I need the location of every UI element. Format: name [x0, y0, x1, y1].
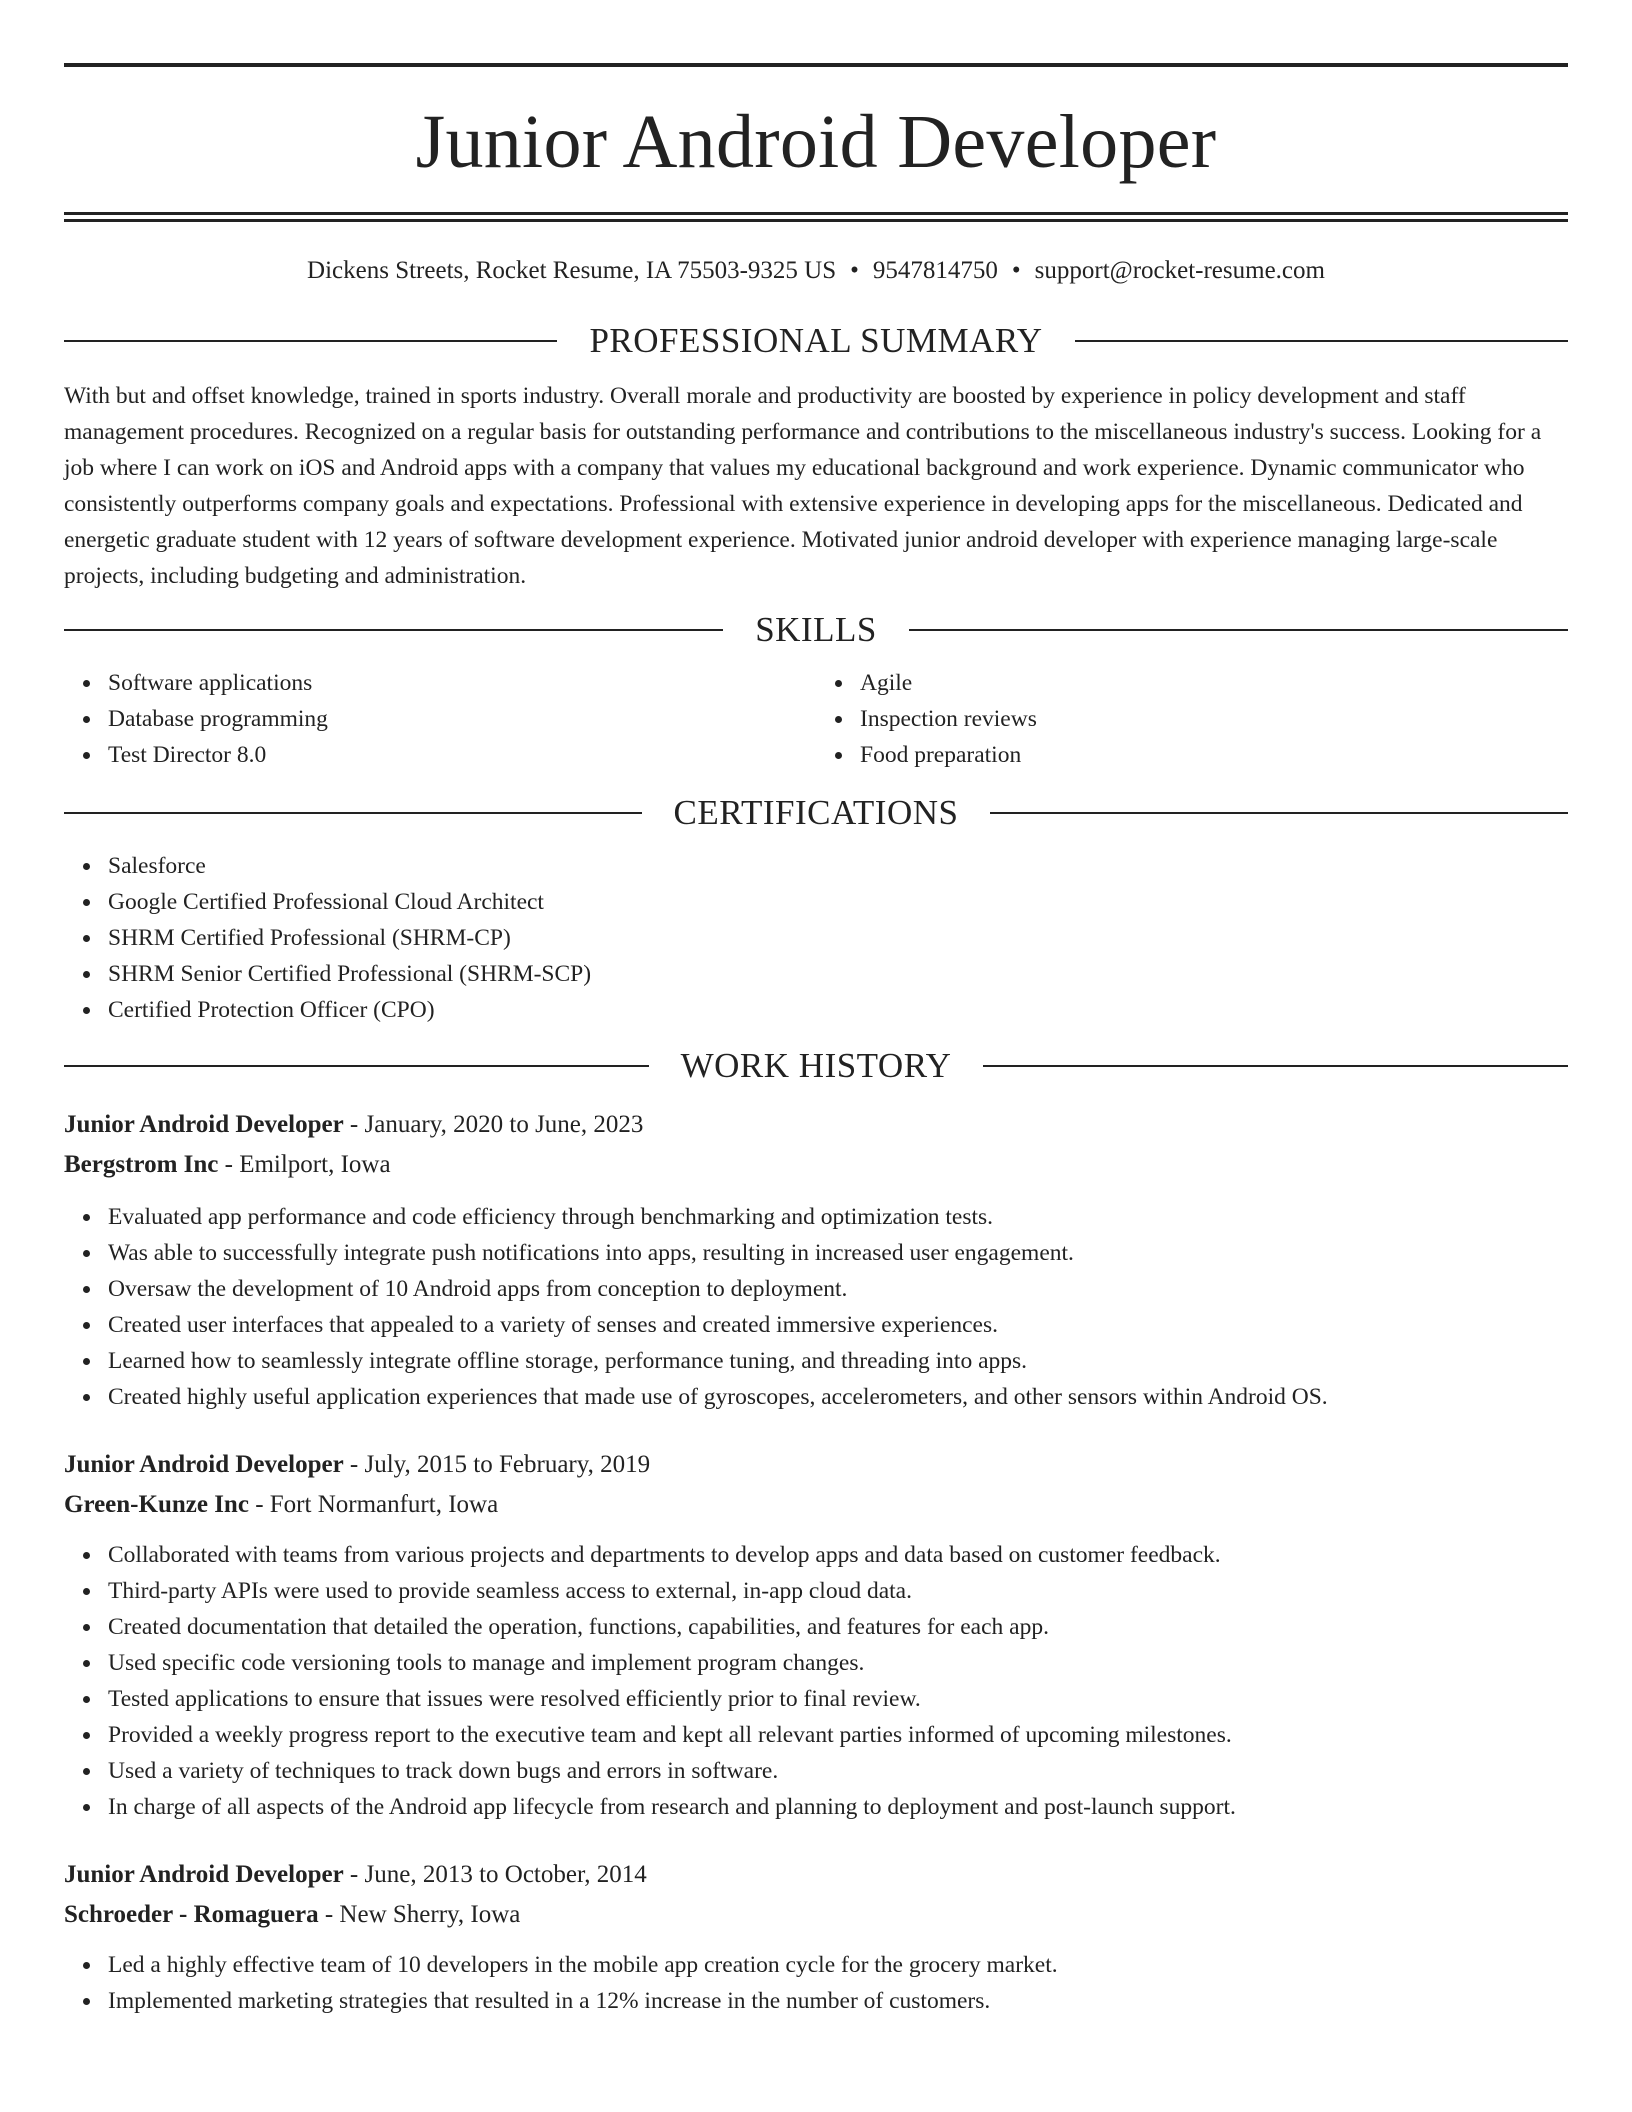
- contact-phone: 9547814750: [872, 257, 998, 284]
- job-company: Bergstrom Inc: [64, 1151, 219, 1178]
- job-bullet: Tested applications to ensure that issues were resolved efficiently prior to final review.: [108, 1681, 1568, 1717]
- top-rule: [64, 63, 1568, 67]
- job-bullet: Led a highly effective team of 10 developers in the mobile app creation cycle for the grocery market.: [108, 1947, 1568, 1983]
- heading-rule: [990, 812, 1568, 814]
- summary-heading: PROFESSIONAL SUMMARY: [589, 321, 1043, 360]
- job-bullet: Created highly useful application experiences that made use of gyroscopes, accelerometers, and other sensors within Android OS.: [108, 1379, 1568, 1415]
- heading-rule: [909, 629, 1568, 631]
- job-dates: - July, 2015 to February, 2019: [343, 1451, 651, 1478]
- header-double-rule: [64, 212, 1568, 222]
- skill-item: Database programming: [108, 701, 816, 737]
- contact-email: support@rocket-resume.com: [1034, 257, 1325, 284]
- certifications-list: [64, 848, 1568, 1028]
- job-company-line: [64, 1147, 1568, 1183]
- skill-item: Food preparation: [860, 737, 1568, 773]
- certification-item: Certified Protection Officer (CPO): [108, 992, 1568, 1028]
- contact-address: Dickens Streets, Rocket Resume, IA 75503-9325 US: [307, 257, 837, 284]
- job-bullets: [64, 1199, 1568, 1415]
- job-bullets: [64, 1537, 1568, 1825]
- job-title: Junior Android Developer: [64, 1861, 344, 1888]
- work-history-heading-row: [64, 1048, 1568, 1083]
- skill-item: Software applications: [108, 665, 816, 701]
- job-company-line: [64, 1487, 1568, 1523]
- job-title-line: [64, 1447, 1568, 1483]
- contact-separator: •: [850, 257, 859, 284]
- skill-item: Inspection reviews: [860, 701, 1568, 737]
- job-location: - Emilport, Iowa: [218, 1151, 391, 1178]
- skill-item: Agile: [860, 665, 1568, 701]
- job-title-line: [64, 1857, 1568, 1893]
- certification-item: Google Certified Professional Cloud Architect: [108, 884, 1568, 920]
- job-bullet: Learned how to seamlessly integrate offline storage, performance tuning, and threading into apps.: [108, 1343, 1568, 1379]
- job-bullet: Provided a weekly progress report to the executive team and kept all relevant parties informed of upcoming milestones.: [108, 1717, 1568, 1753]
- resume-name: Junior Android Developer: [415, 100, 1217, 184]
- job-bullet: Created documentation that detailed the operation, functions, capabilities, and features for each app.: [108, 1609, 1568, 1645]
- job-bullet: Implemented marketing strategies that resulted in a 12% increase in the number of customers.: [108, 1983, 1568, 2019]
- job-bullet: Oversaw the development of 10 Android apps from conception to deployment.: [108, 1271, 1568, 1307]
- certification-item: Salesforce: [108, 848, 1568, 884]
- summary-heading-row: [64, 323, 1568, 358]
- certification-item: SHRM Certified Professional (SHRM-CP): [108, 920, 1568, 956]
- job-title: Junior Android Developer: [64, 1111, 344, 1138]
- job-bullet: Used specific code versioning tools to manage and implement program changes.: [108, 1645, 1568, 1681]
- job-location: - New Sherry, Iowa: [318, 1901, 521, 1928]
- skills-list-left: [64, 665, 816, 773]
- job-bullet: Collaborated with teams from various projects and departments to develop apps and data based on customer feedback.: [108, 1537, 1568, 1573]
- heading-rule: [64, 812, 642, 814]
- job-bullet: Evaluated app performance and code efficiency through benchmarking and optimization tests.: [108, 1199, 1568, 1235]
- job-entry: [64, 1447, 1568, 1825]
- skill-item: Test Director 8.0: [108, 737, 816, 773]
- summary-text: With but and offset knowledge, trained in sports industry. Overall morale and productivity are boosted by experience in policy development and staff management procedures. Recognized on a regular basis for outstanding performance and contributions to the miscellaneous industry's success. Looking for a job where I can work on iOS and Android apps with a company that values my educational background and work experience. Dynamic communicator who consistently outperforms company goals and expectations. Professional with extensive experience in developing apps for the miscellaneous. Dedicated and energetic graduate student with 12 years of software development experience. Motivated junior android developer with experience managing large-scale projects, including budgeting and administration.: [64, 383, 1542, 589]
- job-bullets: [64, 1947, 1568, 2019]
- skills-heading: SKILLS: [755, 610, 877, 649]
- certification-item: SHRM Senior Certified Professional (SHRM-SCP): [108, 956, 1568, 992]
- job-bullet: Created user interfaces that appealed to a variety of senses and created immersive experiences.: [108, 1307, 1568, 1343]
- job-entry: [64, 1107, 1568, 1415]
- contact-separator: •: [1011, 257, 1021, 284]
- job-location: - Fort Normanfurt, Iowa: [248, 1491, 499, 1518]
- job-entry: [64, 1857, 1568, 2019]
- certifications-heading-row: [64, 795, 1568, 830]
- heading-rule: [64, 629, 723, 631]
- job-dates: - June, 2013 to October, 2014: [343, 1861, 647, 1888]
- skills-grid: [64, 665, 1568, 773]
- job-bullet: Third-party APIs were used to provide seamless access to external, in-app cloud data.: [108, 1573, 1568, 1609]
- work-history-heading: WORK HISTORY: [680, 1046, 952, 1085]
- job-bullet: In charge of all aspects of the Android app lifecycle from research and planning to deployment and post-launch support.: [108, 1789, 1568, 1825]
- job-bullet: Was able to successfully integrate push notifications into apps, resulting in increased user engagement.: [108, 1235, 1568, 1271]
- job-bullet: Used a variety of techniques to track down bugs and errors in software.: [108, 1753, 1568, 1789]
- skills-heading-row: [64, 612, 1568, 647]
- certifications-heading: CERTIFICATIONS: [673, 793, 959, 832]
- contact-line: [64, 258, 1568, 283]
- heading-rule: [64, 340, 557, 342]
- job-company-line: [64, 1897, 1568, 1933]
- job-company: Green-Kunze Inc: [64, 1491, 249, 1518]
- heading-rule: [983, 1065, 1568, 1067]
- heading-rule: [64, 1065, 649, 1067]
- job-title: Junior Android Developer: [64, 1451, 344, 1478]
- job-dates: - January, 2020 to June, 2023: [343, 1111, 644, 1138]
- job-title-line: [64, 1107, 1568, 1143]
- skills-list-right: [816, 665, 1568, 773]
- heading-rule: [1075, 340, 1568, 342]
- job-company: Schroeder - Romaguera: [64, 1901, 319, 1928]
